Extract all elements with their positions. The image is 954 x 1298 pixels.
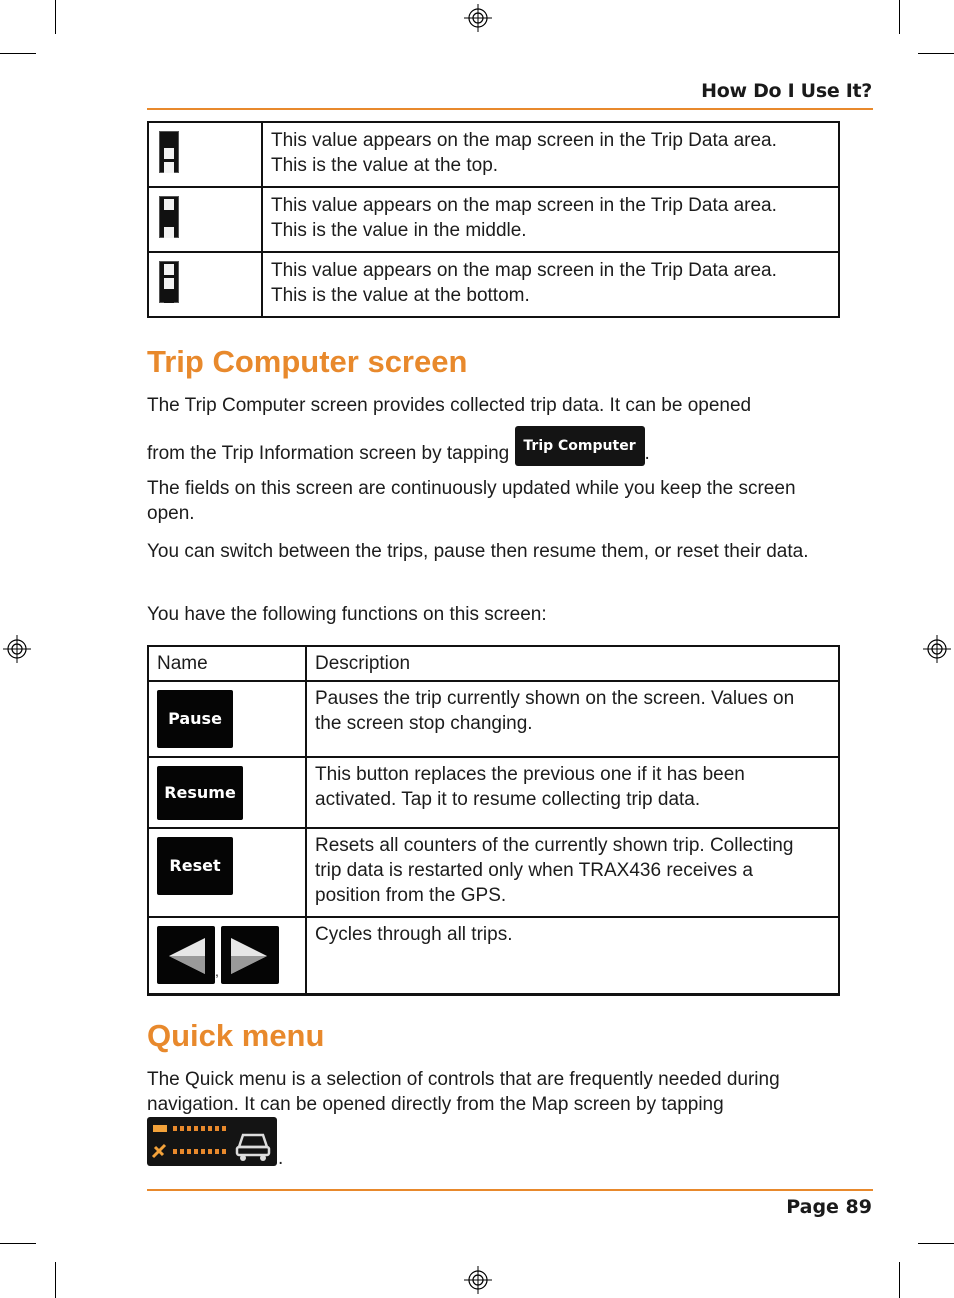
resume-button[interactable]: Resume bbox=[157, 766, 243, 820]
table-row bbox=[148, 917, 839, 994]
row-description: This is the value in the middle. bbox=[271, 220, 527, 241]
crop-mark bbox=[899, 1262, 900, 1298]
row-description: Resets all counters of the currently shown trip. Collecting trip data is restarted only when TRAX436 receives a position from the GPS. bbox=[306, 828, 839, 917]
quick-menu-icon bbox=[147, 1117, 277, 1166]
row-description: This is the value at the bottom. bbox=[271, 285, 530, 306]
crop-mark bbox=[0, 1243, 36, 1244]
header-rule bbox=[147, 108, 873, 110]
column-header: Name bbox=[148, 646, 306, 681]
reset-button[interactable]: Reset bbox=[157, 837, 233, 895]
registration-mark-icon bbox=[464, 4, 492, 32]
trip-data-middle-slot-icon bbox=[159, 196, 179, 238]
quick-menu-button[interactable] bbox=[147, 1117, 277, 1166]
row-description: This value appears on the map screen in the Trip Data area. bbox=[271, 130, 777, 151]
section-heading-trip-computer: Trip Computer screen bbox=[147, 344, 468, 379]
next-trip-button[interactable] bbox=[221, 926, 279, 984]
row-description: This value appears on the map screen in the Trip Data area. bbox=[271, 260, 777, 281]
crop-mark bbox=[899, 0, 900, 34]
row-description: Cycles through all trips. bbox=[306, 917, 839, 994]
trip-data-bottom-slot-icon bbox=[159, 261, 179, 303]
crop-mark bbox=[918, 1243, 954, 1244]
row-description: Pauses the trip currently shown on the screen. Values on the screen stop changing. bbox=[306, 681, 839, 757]
paragraph-line: from the Trip Information screen by tapping Trip Computer . bbox=[147, 426, 837, 466]
crop-mark bbox=[55, 1262, 56, 1298]
previous-trip-button[interactable] bbox=[157, 926, 215, 984]
trip-computer-button[interactable]: Trip Computer bbox=[515, 426, 645, 466]
table-row bbox=[148, 122, 839, 187]
functions-table bbox=[147, 645, 840, 996]
crop-mark bbox=[918, 53, 954, 54]
table-row bbox=[148, 187, 839, 252]
row-description: This is the value at the top. bbox=[271, 155, 499, 176]
arrow-left-icon bbox=[157, 926, 215, 984]
paragraph: You have the following functions on this screen: bbox=[147, 604, 547, 625]
registration-mark-icon bbox=[3, 635, 31, 663]
table-header-row bbox=[148, 646, 839, 681]
registration-mark-icon bbox=[923, 635, 951, 663]
pause-button[interactable]: Pause bbox=[157, 690, 233, 748]
table-row bbox=[148, 828, 839, 917]
paragraph: The Quick menu is a selection of controls that are frequently needed during navigation. It can be opened directly from the Map screen by tapping bbox=[147, 1069, 780, 1115]
arrow-right-icon bbox=[221, 926, 279, 984]
paragraph: You can switch between the trips, pause then resume them, or reset their data. bbox=[147, 541, 809, 562]
section-heading-quick-menu: Quick menu bbox=[147, 1018, 325, 1053]
paragraph bbox=[147, 393, 837, 466]
table-row bbox=[148, 252, 839, 317]
trip-data-slot-table bbox=[147, 121, 840, 318]
registration-mark-icon bbox=[464, 1266, 492, 1294]
period: . bbox=[278, 1148, 284, 1169]
table-row bbox=[148, 681, 839, 757]
row-description: This value appears on the map screen in the Trip Data area. bbox=[271, 195, 777, 216]
column-header: Description bbox=[306, 646, 839, 681]
paragraph: The fields on this screen are continuously updated while you keep the screen open. bbox=[147, 478, 796, 524]
crop-mark bbox=[55, 0, 56, 34]
row-description: This button replaces the previous one if it has been activated. Tap it to resume collecting trip data. bbox=[306, 757, 839, 828]
table-row bbox=[148, 757, 839, 828]
separator: , bbox=[215, 963, 219, 979]
running-header: How Do I Use It? bbox=[701, 80, 872, 102]
crop-mark bbox=[0, 53, 36, 54]
page-number: Page 89 bbox=[786, 1196, 872, 1218]
trip-data-top-slot-icon bbox=[159, 131, 179, 173]
footer-rule bbox=[147, 1189, 873, 1191]
paragraph-line: The Trip Computer screen provides collected trip data. It can be opened bbox=[147, 395, 752, 416]
